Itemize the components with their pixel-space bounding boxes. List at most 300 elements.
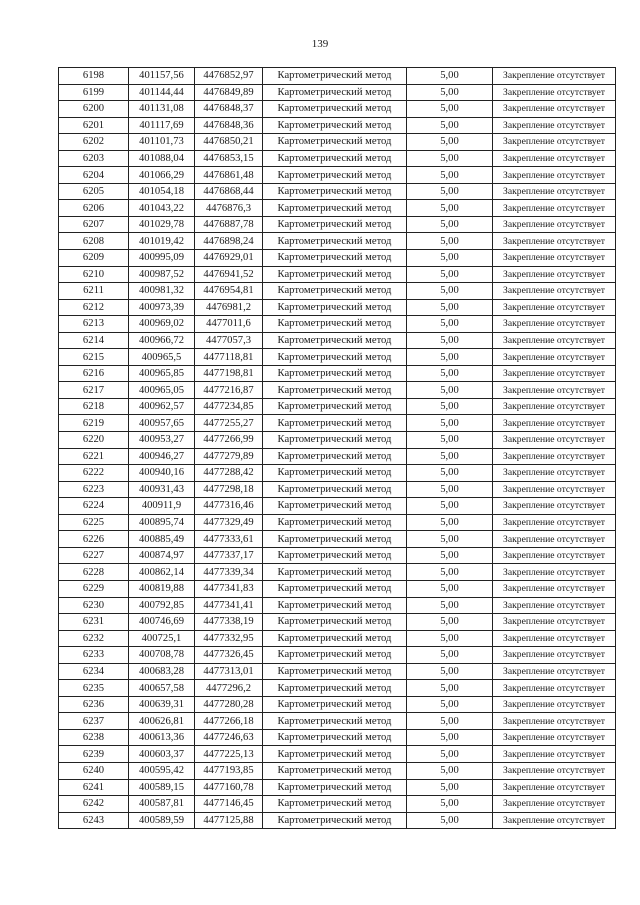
accuracy-cell: 5,00	[407, 564, 493, 581]
x-coordinate-cell: 400965,5	[129, 349, 195, 366]
fixation-note-cell: Закрепление отсутствует	[493, 564, 616, 581]
method-cell: Картометрический метод	[263, 299, 407, 316]
point-number-cell: 6206	[59, 200, 129, 217]
method-cell: Картометрический метод	[263, 316, 407, 333]
fixation-note-cell: Закрепление отсутствует	[493, 101, 616, 118]
y-coordinate-cell: 4477333,61	[195, 531, 263, 548]
accuracy-cell: 5,00	[407, 398, 493, 415]
x-coordinate-cell: 400957,65	[129, 415, 195, 432]
method-cell: Картометрический метод	[263, 498, 407, 515]
x-coordinate-cell: 400595,42	[129, 762, 195, 779]
fixation-note-cell: Закрепление отсутствует	[493, 647, 616, 664]
fixation-note-cell: Закрепление отсутствует	[493, 580, 616, 597]
point-number-cell: 6199	[59, 84, 129, 101]
fixation-note-cell: Закрепление отсутствует	[493, 796, 616, 813]
method-cell: Картометрический метод	[263, 150, 407, 167]
accuracy-cell: 5,00	[407, 796, 493, 813]
x-coordinate-cell: 401043,22	[129, 200, 195, 217]
y-coordinate-cell: 4477255,27	[195, 415, 263, 432]
point-number-cell: 6227	[59, 547, 129, 564]
y-coordinate-cell: 4477057,3	[195, 332, 263, 349]
x-coordinate-cell: 400819,88	[129, 580, 195, 597]
method-cell: Картометрический метод	[263, 796, 407, 813]
method-cell: Картометрический метод	[263, 630, 407, 647]
x-coordinate-cell: 400911,9	[129, 498, 195, 515]
x-coordinate-cell: 400895,74	[129, 514, 195, 531]
method-cell: Картометрический метод	[263, 647, 407, 664]
accuracy-cell: 5,00	[407, 68, 493, 85]
fixation-note-cell: Закрепление отсутствует	[493, 514, 616, 531]
fixation-note-cell: Закрепление отсутствует	[493, 150, 616, 167]
accuracy-cell: 5,00	[407, 200, 493, 217]
accuracy-cell: 5,00	[407, 498, 493, 515]
accuracy-cell: 5,00	[407, 183, 493, 200]
accuracy-cell: 5,00	[407, 514, 493, 531]
y-coordinate-cell: 4477198,81	[195, 365, 263, 382]
x-coordinate-cell: 400639,31	[129, 696, 195, 713]
table-row	[59, 597, 616, 614]
fixation-note-cell: Закрепление отсутствует	[493, 183, 616, 200]
accuracy-cell: 5,00	[407, 614, 493, 631]
x-coordinate-cell: 400995,09	[129, 250, 195, 267]
fixation-note-cell: Закрепление отсутствует	[493, 680, 616, 697]
x-coordinate-cell: 400708,78	[129, 647, 195, 664]
table-row	[59, 68, 616, 85]
fixation-note-cell: Закрепление отсутствует	[493, 200, 616, 217]
x-coordinate-cell: 400589,15	[129, 779, 195, 796]
x-coordinate-cell: 400885,49	[129, 531, 195, 548]
table-row	[59, 117, 616, 134]
y-coordinate-cell: 4477338,19	[195, 614, 263, 631]
method-cell: Картометрический метод	[263, 283, 407, 300]
method-cell: Картометрический метод	[263, 365, 407, 382]
y-coordinate-cell: 4477341,83	[195, 580, 263, 597]
point-number-cell: 6211	[59, 283, 129, 300]
fixation-note-cell: Закрепление отсутствует	[493, 233, 616, 250]
point-number-cell: 6216	[59, 365, 129, 382]
y-coordinate-cell: 4477246,63	[195, 729, 263, 746]
accuracy-cell: 5,00	[407, 415, 493, 432]
table-row	[59, 746, 616, 763]
point-number-cell: 6241	[59, 779, 129, 796]
x-coordinate-cell: 400862,14	[129, 564, 195, 581]
y-coordinate-cell: 4477279,89	[195, 448, 263, 465]
fixation-note-cell: Закрепление отсутствует	[493, 68, 616, 85]
y-coordinate-cell: 4476868,44	[195, 183, 263, 200]
point-number-cell: 6233	[59, 647, 129, 664]
x-coordinate-cell: 400962,57	[129, 398, 195, 415]
fixation-note-cell: Закрепление отсутствует	[493, 349, 616, 366]
y-coordinate-cell: 4476861,48	[195, 167, 263, 184]
fixation-note-cell: Закрепление отсутствует	[493, 481, 616, 498]
accuracy-cell: 5,00	[407, 167, 493, 184]
fixation-note-cell: Закрепление отсутствует	[493, 498, 616, 515]
method-cell: Картометрический метод	[263, 250, 407, 267]
point-number-cell: 6236	[59, 696, 129, 713]
point-number-cell: 6213	[59, 316, 129, 333]
x-coordinate-cell: 400966,72	[129, 332, 195, 349]
page-number: 139	[311, 38, 329, 50]
method-cell: Картометрический метод	[263, 465, 407, 482]
method-cell: Картометрический метод	[263, 183, 407, 200]
coordinates-table	[58, 67, 616, 829]
fixation-note-cell: Закрепление отсутствует	[493, 779, 616, 796]
fixation-note-cell: Закрепление отсутствует	[493, 630, 616, 647]
table-row	[59, 531, 616, 548]
y-coordinate-cell: 4477234,85	[195, 398, 263, 415]
x-coordinate-cell: 400969,02	[129, 316, 195, 333]
x-coordinate-cell: 401157,56	[129, 68, 195, 85]
accuracy-cell: 5,00	[407, 134, 493, 151]
table-row	[59, 398, 616, 415]
x-coordinate-cell: 400987,52	[129, 266, 195, 283]
point-number-cell: 6235	[59, 680, 129, 697]
method-cell: Картометрический метод	[263, 134, 407, 151]
method-cell: Картометрический метод	[263, 547, 407, 564]
method-cell: Картометрический метод	[263, 514, 407, 531]
x-coordinate-cell: 400587,81	[129, 796, 195, 813]
y-coordinate-cell: 4477216,87	[195, 382, 263, 399]
table-row	[59, 762, 616, 779]
accuracy-cell: 5,00	[407, 779, 493, 796]
point-number-cell: 6232	[59, 630, 129, 647]
y-coordinate-cell: 4477280,28	[195, 696, 263, 713]
table-row	[59, 647, 616, 664]
table-row	[59, 316, 616, 333]
point-number-cell: 6223	[59, 481, 129, 498]
method-cell: Картометрический метод	[263, 448, 407, 465]
x-coordinate-cell: 400657,58	[129, 680, 195, 697]
method-cell: Картометрический метод	[263, 713, 407, 730]
accuracy-cell: 5,00	[407, 647, 493, 664]
accuracy-cell: 5,00	[407, 746, 493, 763]
y-coordinate-cell: 4477146,45	[195, 796, 263, 813]
fixation-note-cell: Закрепление отсутствует	[493, 117, 616, 134]
table-row	[59, 415, 616, 432]
y-coordinate-cell: 4476954,81	[195, 283, 263, 300]
fixation-note-cell: Закрепление отсутствует	[493, 382, 616, 399]
accuracy-cell: 5,00	[407, 332, 493, 349]
y-coordinate-cell: 4477118,81	[195, 349, 263, 366]
point-number-cell: 6239	[59, 746, 129, 763]
accuracy-cell: 5,00	[407, 465, 493, 482]
fixation-note-cell: Закрепление отсутствует	[493, 729, 616, 746]
table-row	[59, 349, 616, 366]
x-coordinate-cell: 400981,32	[129, 283, 195, 300]
point-number-cell: 6202	[59, 134, 129, 151]
table-row	[59, 514, 616, 531]
method-cell: Картометрический метод	[263, 415, 407, 432]
x-coordinate-cell: 400792,85	[129, 597, 195, 614]
fixation-note-cell: Закрепление отсутствует	[493, 531, 616, 548]
y-coordinate-cell: 4477339,34	[195, 564, 263, 581]
accuracy-cell: 5,00	[407, 382, 493, 399]
point-number-cell: 6208	[59, 233, 129, 250]
method-cell: Картометрический метод	[263, 101, 407, 118]
accuracy-cell: 5,00	[407, 547, 493, 564]
fixation-note-cell: Закрепление отсутствует	[493, 134, 616, 151]
y-coordinate-cell: 4476848,37	[195, 101, 263, 118]
table-row	[59, 382, 616, 399]
point-number-cell: 6234	[59, 663, 129, 680]
point-number-cell: 6212	[59, 299, 129, 316]
y-coordinate-cell: 4477337,17	[195, 547, 263, 564]
point-number-cell: 6242	[59, 796, 129, 813]
y-coordinate-cell: 4477266,99	[195, 432, 263, 449]
accuracy-cell: 5,00	[407, 729, 493, 746]
y-coordinate-cell: 4477193,85	[195, 762, 263, 779]
y-coordinate-cell: 4476887,78	[195, 216, 263, 233]
fixation-note-cell: Закрепление отсутствует	[493, 365, 616, 382]
accuracy-cell: 5,00	[407, 84, 493, 101]
fixation-note-cell: Закрепление отсутствует	[493, 398, 616, 415]
y-coordinate-cell: 4476849,89	[195, 84, 263, 101]
fixation-note-cell: Закрепление отсутствует	[493, 415, 616, 432]
fixation-note-cell: Закрепление отсутствует	[493, 299, 616, 316]
accuracy-cell: 5,00	[407, 316, 493, 333]
fixation-note-cell: Закрепление отсутствует	[493, 283, 616, 300]
table-row	[59, 283, 616, 300]
method-cell: Картометрический метод	[263, 398, 407, 415]
point-number-cell: 6207	[59, 216, 129, 233]
method-cell: Картометрический метод	[263, 729, 407, 746]
y-coordinate-cell: 4477296,2	[195, 680, 263, 697]
table-row	[59, 332, 616, 349]
method-cell: Картометрический метод	[263, 332, 407, 349]
fixation-note-cell: Закрепление отсутствует	[493, 266, 616, 283]
point-number-cell: 6221	[59, 448, 129, 465]
y-coordinate-cell: 4476850,21	[195, 134, 263, 151]
y-coordinate-cell: 4476852,97	[195, 68, 263, 85]
method-cell: Картометрический метод	[263, 779, 407, 796]
table-row	[59, 564, 616, 581]
x-coordinate-cell: 401088,04	[129, 150, 195, 167]
y-coordinate-cell: 4476981,2	[195, 299, 263, 316]
table-row	[59, 465, 616, 482]
table-row	[59, 266, 616, 283]
x-coordinate-cell: 400953,27	[129, 432, 195, 449]
fixation-note-cell: Закрепление отсутствует	[493, 448, 616, 465]
table-row	[59, 150, 616, 167]
x-coordinate-cell: 400725,1	[129, 630, 195, 647]
accuracy-cell: 5,00	[407, 117, 493, 134]
table-row	[59, 365, 616, 382]
x-coordinate-cell: 401066,29	[129, 167, 195, 184]
accuracy-cell: 5,00	[407, 713, 493, 730]
method-cell: Картометрический метод	[263, 117, 407, 134]
accuracy-cell: 5,00	[407, 283, 493, 300]
table-row	[59, 663, 616, 680]
point-number-cell: 6220	[59, 432, 129, 449]
method-cell: Картометрический метод	[263, 200, 407, 217]
x-coordinate-cell: 400965,05	[129, 382, 195, 399]
y-coordinate-cell: 4477326,45	[195, 647, 263, 664]
y-coordinate-cell: 4477266,18	[195, 713, 263, 730]
accuracy-cell: 5,00	[407, 150, 493, 167]
fixation-note-cell: Закрепление отсутствует	[493, 663, 616, 680]
coordinates-table-body	[59, 68, 616, 829]
point-number-cell: 6204	[59, 167, 129, 184]
x-coordinate-cell: 400603,37	[129, 746, 195, 763]
x-coordinate-cell: 401131,08	[129, 101, 195, 118]
accuracy-cell: 5,00	[407, 216, 493, 233]
table-row	[59, 696, 616, 713]
point-number-cell: 6243	[59, 812, 129, 829]
table-row	[59, 216, 616, 233]
fixation-note-cell: Закрепление отсутствует	[493, 547, 616, 564]
table-row	[59, 167, 616, 184]
method-cell: Картометрический метод	[263, 481, 407, 498]
method-cell: Картометрический метод	[263, 580, 407, 597]
table-row	[59, 779, 616, 796]
x-coordinate-cell: 400589,59	[129, 812, 195, 829]
method-cell: Картометрический метод	[263, 432, 407, 449]
point-number-cell: 6229	[59, 580, 129, 597]
point-number-cell: 6230	[59, 597, 129, 614]
table-row	[59, 729, 616, 746]
method-cell: Картометрический метод	[263, 746, 407, 763]
point-number-cell: 6214	[59, 332, 129, 349]
method-cell: Картометрический метод	[263, 68, 407, 85]
accuracy-cell: 5,00	[407, 448, 493, 465]
table-row	[59, 630, 616, 647]
y-coordinate-cell: 4476876,3	[195, 200, 263, 217]
fixation-note-cell: Закрепление отсутствует	[493, 316, 616, 333]
accuracy-cell: 5,00	[407, 762, 493, 779]
y-coordinate-cell: 4477160,78	[195, 779, 263, 796]
method-cell: Картометрический метод	[263, 680, 407, 697]
x-coordinate-cell: 400931,43	[129, 481, 195, 498]
accuracy-cell: 5,00	[407, 696, 493, 713]
y-coordinate-cell: 4476853,15	[195, 150, 263, 167]
fixation-note-cell: Закрепление отсутствует	[493, 746, 616, 763]
fixation-note-cell: Закрепление отсутствует	[493, 250, 616, 267]
table-row	[59, 183, 616, 200]
y-coordinate-cell: 4477298,18	[195, 481, 263, 498]
table-row	[59, 481, 616, 498]
y-coordinate-cell: 4476898,24	[195, 233, 263, 250]
table-row	[59, 200, 616, 217]
y-coordinate-cell: 4476848,36	[195, 117, 263, 134]
accuracy-cell: 5,00	[407, 531, 493, 548]
accuracy-cell: 5,00	[407, 663, 493, 680]
accuracy-cell: 5,00	[407, 101, 493, 118]
fixation-note-cell: Закрепление отсутствует	[493, 84, 616, 101]
point-number-cell: 6225	[59, 514, 129, 531]
fixation-note-cell: Закрепление отсутствует	[493, 216, 616, 233]
accuracy-cell: 5,00	[407, 812, 493, 829]
table-row	[59, 498, 616, 515]
point-number-cell: 6231	[59, 614, 129, 631]
fixation-note-cell: Закрепление отсутствует	[493, 167, 616, 184]
fixation-note-cell: Закрепление отсутствует	[493, 465, 616, 482]
fixation-note-cell: Закрепление отсутствует	[493, 332, 616, 349]
method-cell: Картометрический метод	[263, 266, 407, 283]
table-row	[59, 432, 616, 449]
point-number-cell: 6210	[59, 266, 129, 283]
x-coordinate-cell: 401054,18	[129, 183, 195, 200]
x-coordinate-cell: 401117,69	[129, 117, 195, 134]
method-cell: Картометрический метод	[263, 382, 407, 399]
table-row	[59, 812, 616, 829]
y-coordinate-cell: 4477125,88	[195, 812, 263, 829]
method-cell: Картометрический метод	[263, 233, 407, 250]
point-number-cell: 6226	[59, 531, 129, 548]
table-row	[59, 134, 616, 151]
method-cell: Картометрический метод	[263, 696, 407, 713]
table-row	[59, 250, 616, 267]
method-cell: Картометрический метод	[263, 762, 407, 779]
point-number-cell: 6222	[59, 465, 129, 482]
method-cell: Картометрический метод	[263, 614, 407, 631]
accuracy-cell: 5,00	[407, 299, 493, 316]
y-coordinate-cell: 4476929,01	[195, 250, 263, 267]
point-number-cell: 6240	[59, 762, 129, 779]
table-row	[59, 299, 616, 316]
accuracy-cell: 5,00	[407, 432, 493, 449]
table-row	[59, 233, 616, 250]
table-row	[59, 713, 616, 730]
x-coordinate-cell: 400940,16	[129, 465, 195, 482]
accuracy-cell: 5,00	[407, 481, 493, 498]
x-coordinate-cell: 401101,73	[129, 134, 195, 151]
table-row	[59, 84, 616, 101]
y-coordinate-cell: 4476941,52	[195, 266, 263, 283]
table-row	[59, 614, 616, 631]
point-number-cell: 6224	[59, 498, 129, 515]
method-cell: Картометрический метод	[263, 564, 407, 581]
point-number-cell: 6209	[59, 250, 129, 267]
fixation-note-cell: Закрепление отсутствует	[493, 432, 616, 449]
method-cell: Картометрический метод	[263, 597, 407, 614]
point-number-cell: 6203	[59, 150, 129, 167]
fixation-note-cell: Закрепление отсутствует	[493, 696, 616, 713]
method-cell: Картометрический метод	[263, 531, 407, 548]
x-coordinate-cell: 401019,42	[129, 233, 195, 250]
x-coordinate-cell: 401144,44	[129, 84, 195, 101]
accuracy-cell: 5,00	[407, 580, 493, 597]
method-cell: Картометрический метод	[263, 663, 407, 680]
table-row	[59, 680, 616, 697]
x-coordinate-cell: 400946,27	[129, 448, 195, 465]
method-cell: Картометрический метод	[263, 812, 407, 829]
point-number-cell: 6238	[59, 729, 129, 746]
table-row	[59, 448, 616, 465]
y-coordinate-cell: 4477329,49	[195, 514, 263, 531]
method-cell: Картометрический метод	[263, 349, 407, 366]
y-coordinate-cell: 4477316,46	[195, 498, 263, 515]
y-coordinate-cell: 4477288,42	[195, 465, 263, 482]
y-coordinate-cell: 4477341,41	[195, 597, 263, 614]
y-coordinate-cell: 4477332,95	[195, 630, 263, 647]
x-coordinate-cell: 400874,97	[129, 547, 195, 564]
method-cell: Картометрический метод	[263, 167, 407, 184]
fixation-note-cell: Закрепление отсутствует	[493, 597, 616, 614]
x-coordinate-cell: 400746,69	[129, 614, 195, 631]
table-row	[59, 101, 616, 118]
fixation-note-cell: Закрепление отсутствует	[493, 713, 616, 730]
method-cell: Картометрический метод	[263, 216, 407, 233]
table-row	[59, 547, 616, 564]
y-coordinate-cell: 4477313,01	[195, 663, 263, 680]
point-number-cell: 6198	[59, 68, 129, 85]
y-coordinate-cell: 4477011,6	[195, 316, 263, 333]
point-number-cell: 6201	[59, 117, 129, 134]
point-number-cell: 6215	[59, 349, 129, 366]
table-row	[59, 796, 616, 813]
accuracy-cell: 5,00	[407, 233, 493, 250]
accuracy-cell: 5,00	[407, 597, 493, 614]
